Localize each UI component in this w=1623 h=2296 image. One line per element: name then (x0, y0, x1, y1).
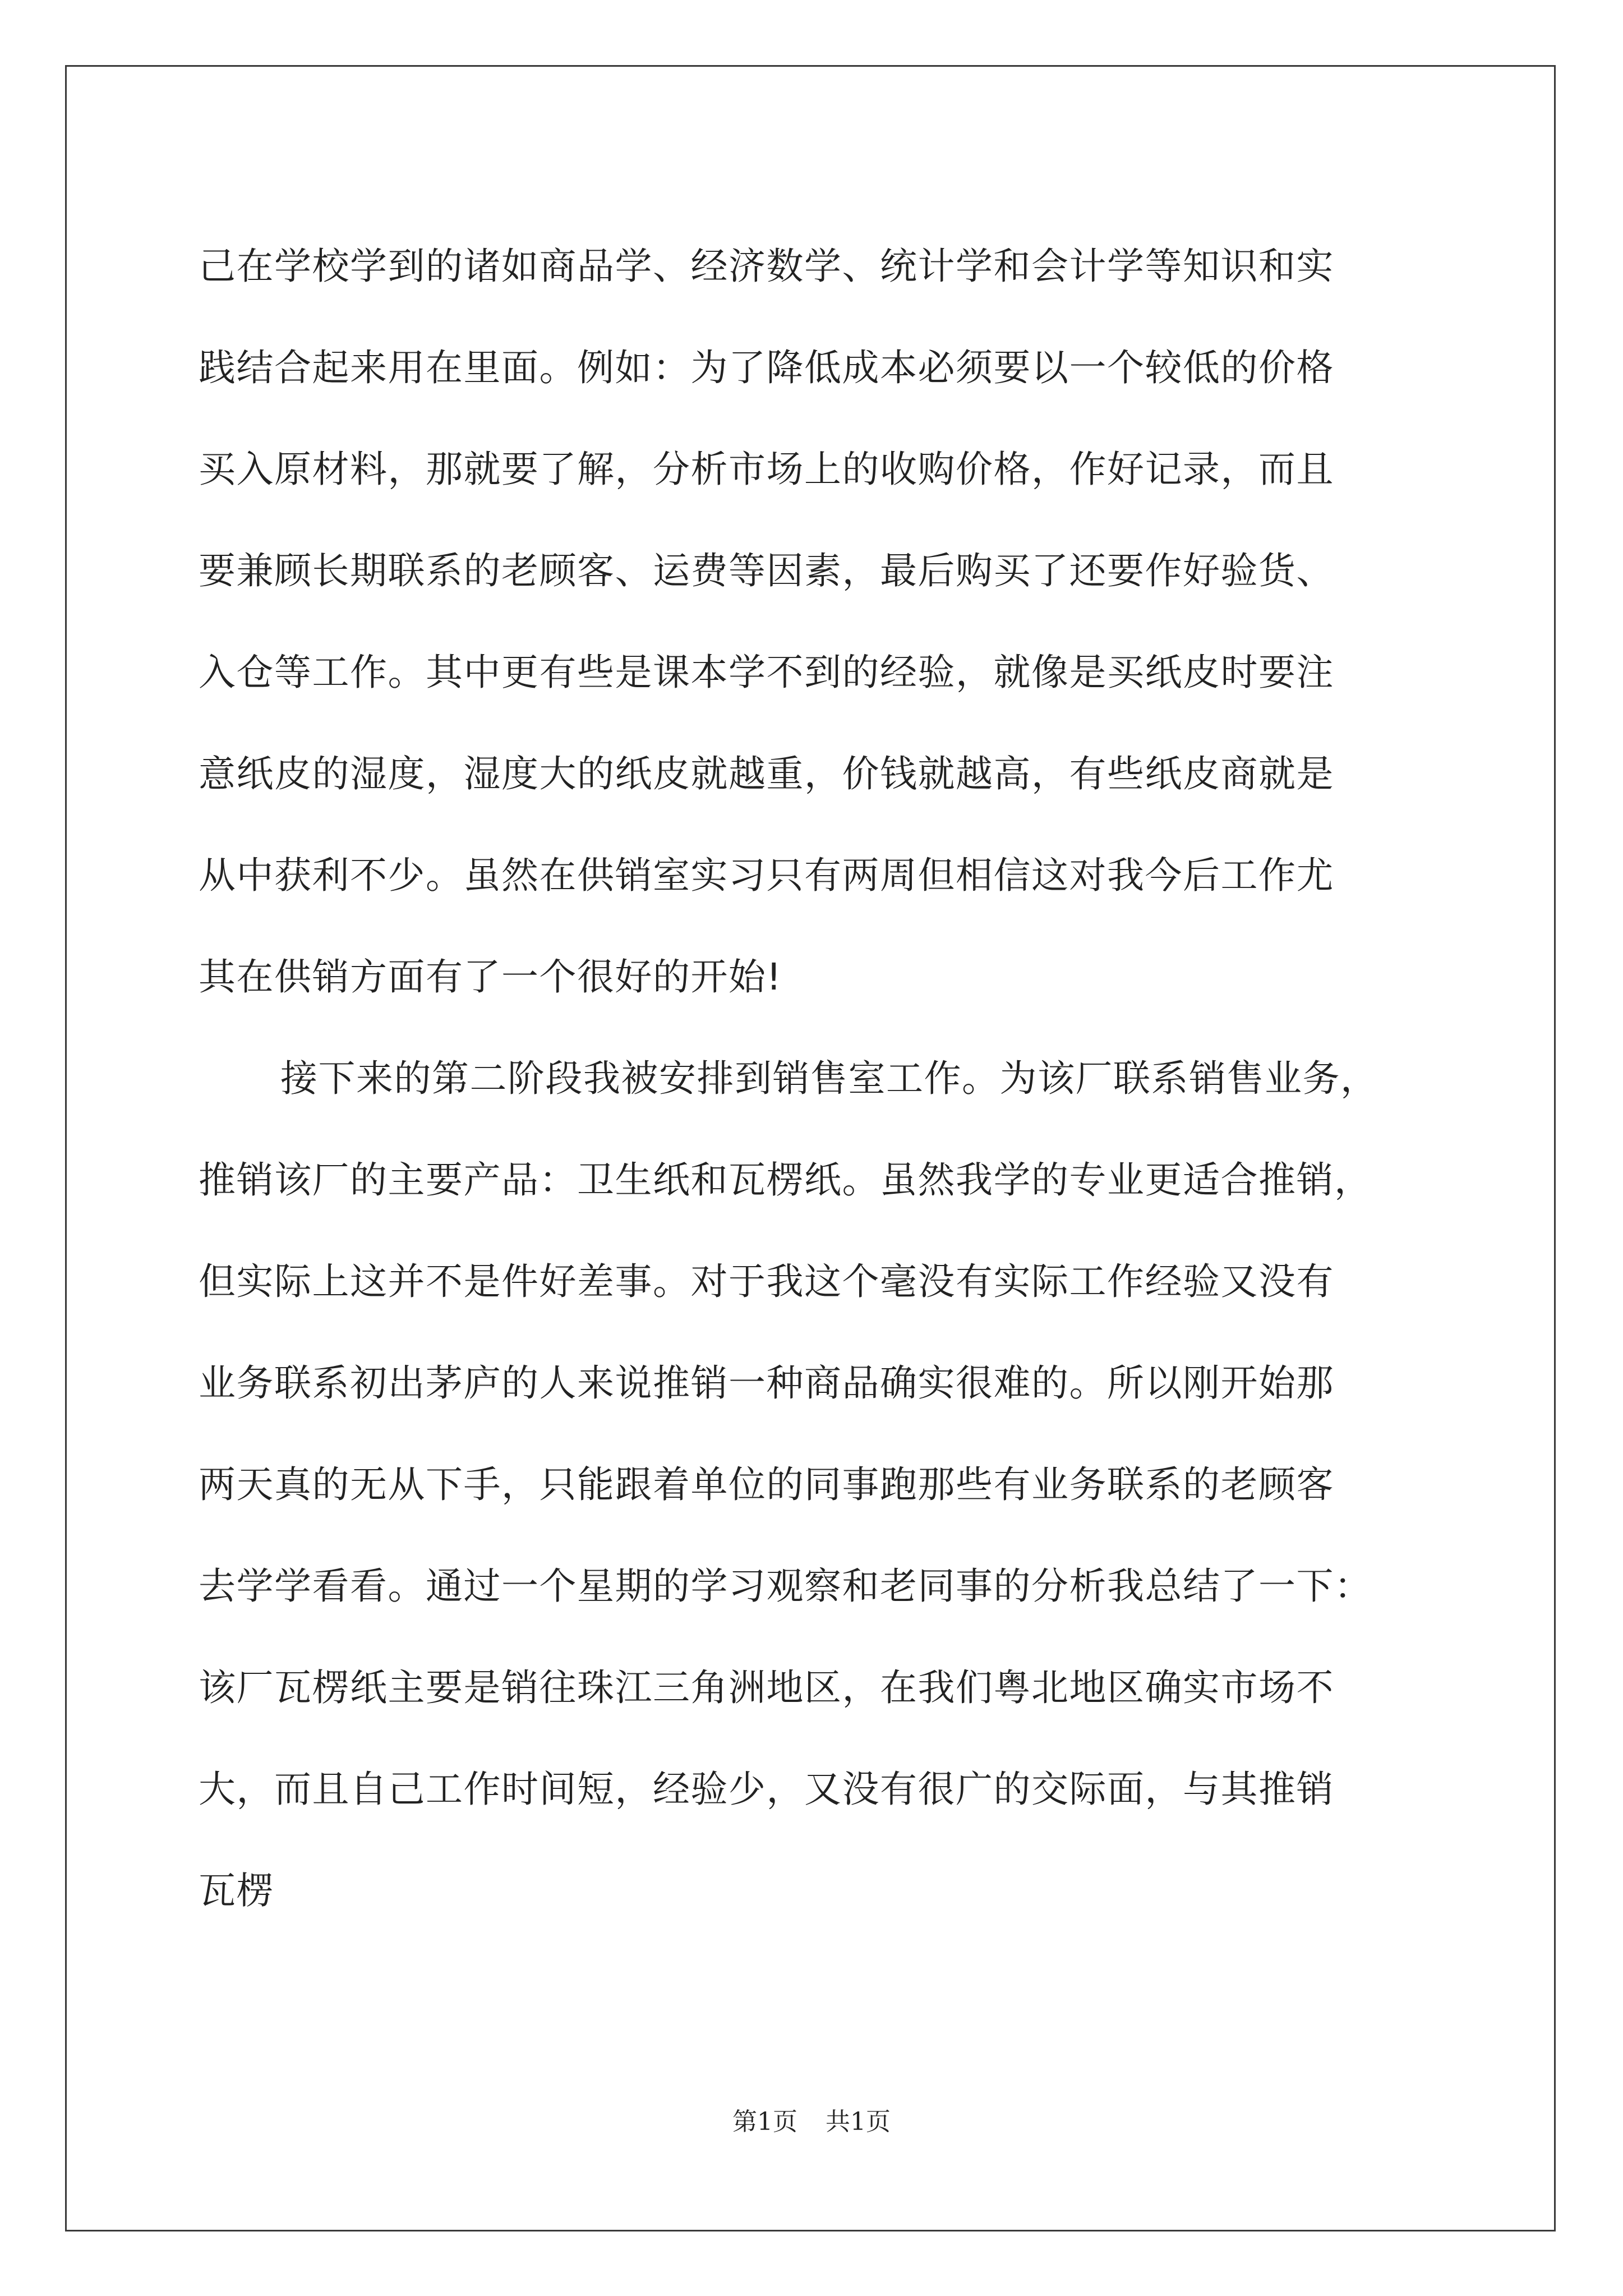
text-line: 意纸皮的湿度，湿度大的纸皮就越重，价钱就越高，有些纸皮商就是 (199, 752, 1334, 795)
text-line: 瓦楞 (199, 1869, 274, 1912)
text-line: 业务联系初出茅庐的人来说推销一种商品确实很难的。所以刚开始那 (199, 1361, 1334, 1405)
text-line: 大，而且自己工作时间短，经验少，又没有很广的交际面，与其推销 (199, 1768, 1334, 1811)
text-line: 己在学校学到的诸如商品学、经济数学、统计学和会计学等知识和实 (199, 245, 1334, 288)
text-line: 该厂瓦楞纸主要是销往珠江三角洲地区，在我们粤北地区确实市场不 (199, 1666, 1334, 1709)
text-line: 但实际上这并不是件好差事。对于我这个毫没有实际工作经验又没有 (199, 1260, 1334, 1303)
text-line: 去学学看看。通过一个星期的学习观察和老同事的分析我总结了一下： (199, 1565, 1372, 1608)
text-line: 买入原材料，那就要了解，分析市场上的收购价格，作好记录，而且 (199, 448, 1334, 491)
page-footer (0, 2101, 1623, 2137)
text-line: 推销该厂的主要产品：卫生纸和瓦楞纸。虽然我学的专业更适合推销， (199, 1158, 1372, 1202)
document-body (199, 215, 1427, 1941)
text-line: 践结合起来用在里面。例如：为了降低成本必须要以一个较低的价格 (199, 346, 1334, 389)
page-number: 第1页 (732, 2108, 797, 2136)
text-line: 要兼顾长期联系的老顾客、运费等因素，最后购买了还要作好验货、 (199, 549, 1334, 592)
paragraph-first-line: 接下来的第二阶段我被安排到销售室工作。为该厂联系销售业务， (280, 1057, 1378, 1100)
page-total: 共1页 (826, 2108, 891, 2136)
text-line: 两天真的无从下手，只能跟着单位的同事跑那些有业务联系的老顾客 (199, 1463, 1334, 1506)
text-line: 其在供销方面有了一个很好的开始! (199, 955, 782, 999)
text-line: 入仓等工作。其中更有些是课本学不到的经验，就像是买纸皮时要注 (199, 651, 1334, 694)
text-line: 从中获利不少。虽然在供销室实习只有两周但相信这对我今后工作尤 (199, 854, 1334, 897)
